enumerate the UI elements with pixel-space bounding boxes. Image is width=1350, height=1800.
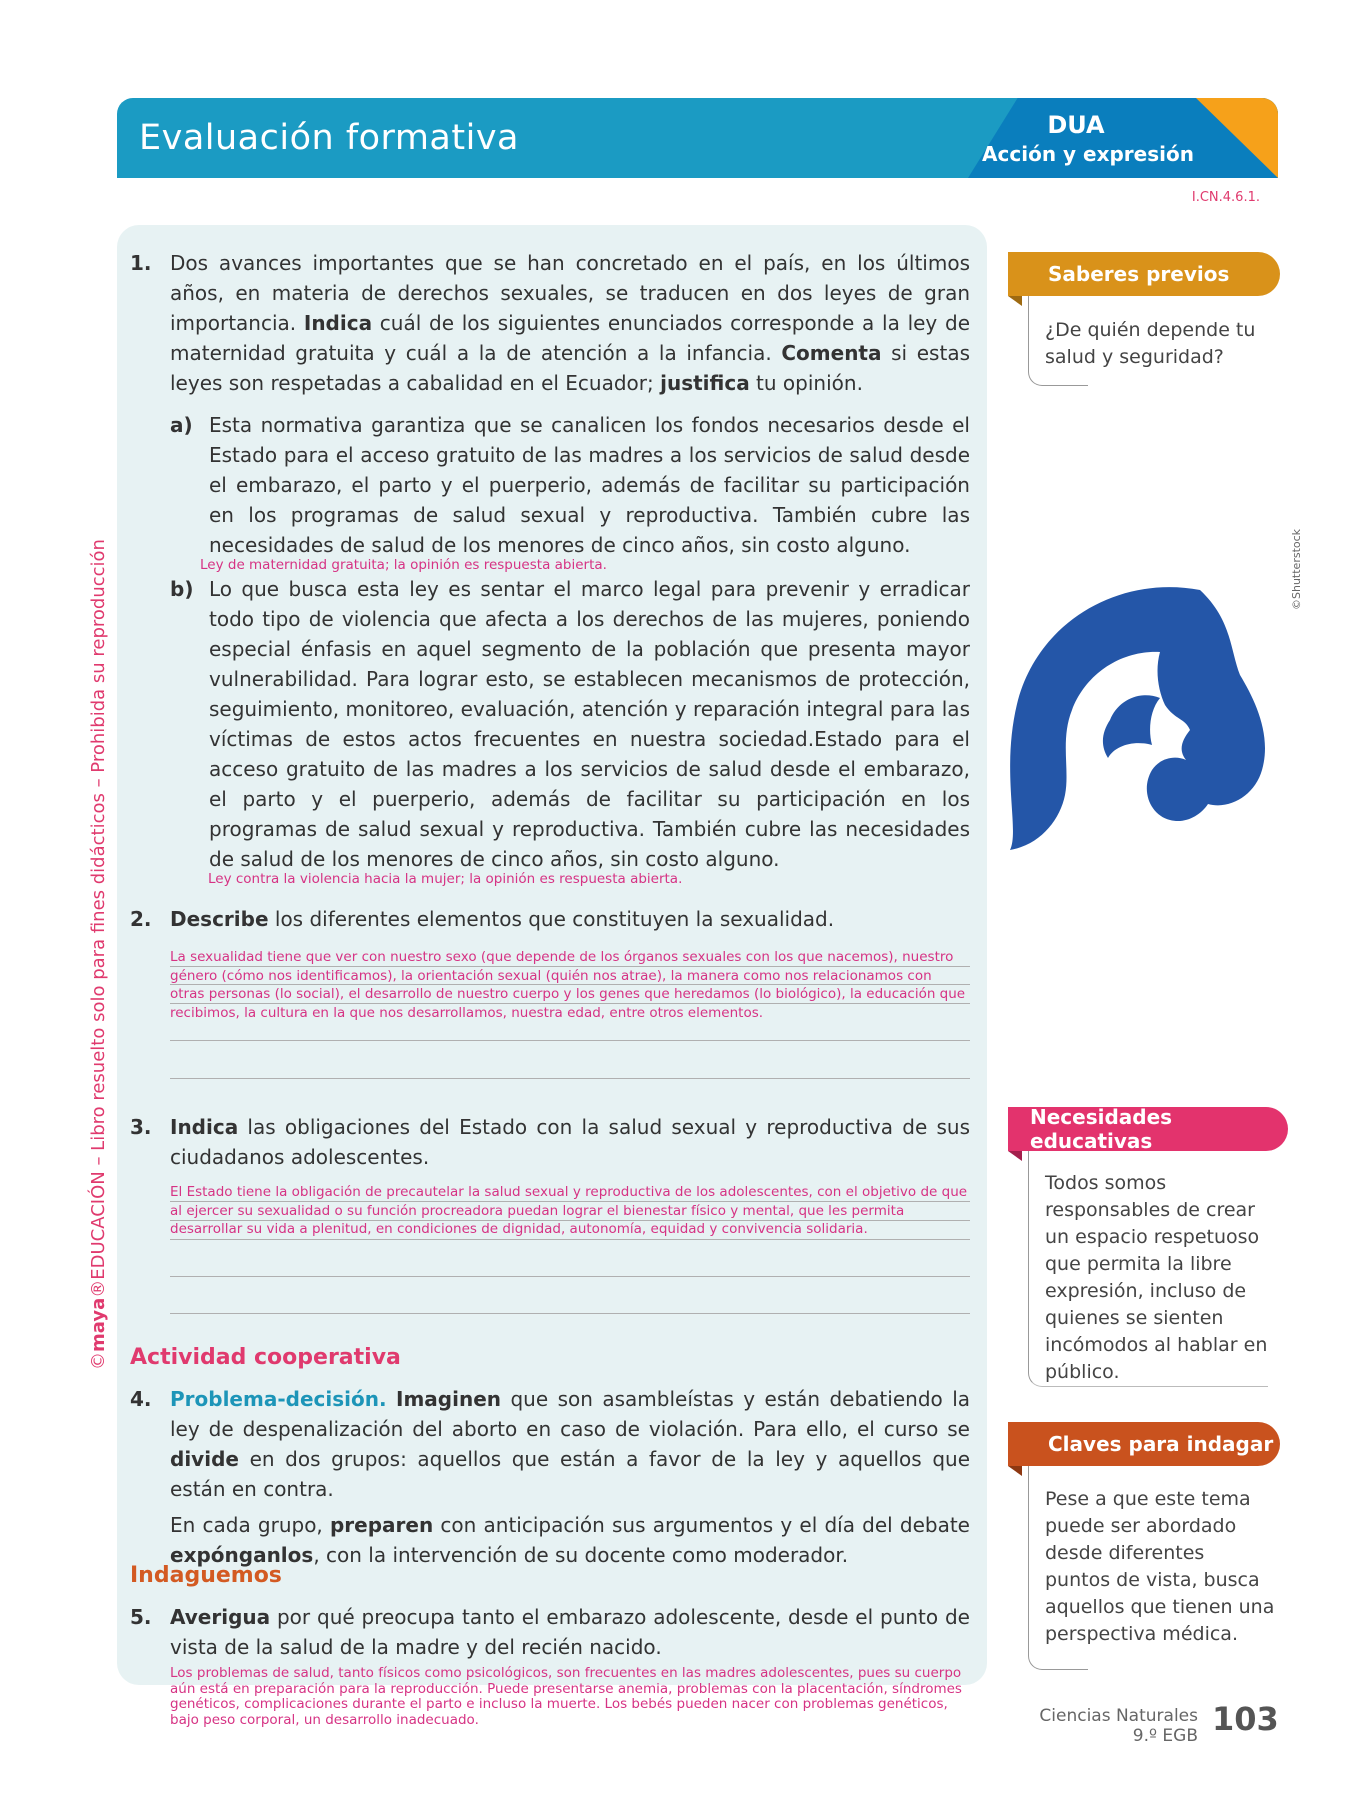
saberes-previos-text: ¿De quién depende tu salud y seguridad?: [1045, 319, 1256, 368]
question-3: [130, 1112, 970, 1172]
answer-line: [170, 1201, 970, 1202]
question-number: 3.: [130, 1115, 152, 1139]
q1-verb-justifica: justifica: [660, 371, 750, 395]
mother-baby-illustration: [1000, 580, 1280, 880]
q3-text: las obligaciones del Estado con la salud sexual y reproductiva de sus ciudadanos adolescentes.: [170, 1115, 970, 1169]
q1-verb-comenta: Comenta: [781, 341, 882, 365]
brand-name: maya: [88, 1297, 109, 1352]
answer-line: [170, 1276, 970, 1277]
answer-line: [170, 1313, 970, 1314]
q4-text-1: que son asambleístas y están debatiendo la ley de despenalización del aborto en caso de violación. Para ello, el curso se: [170, 1387, 970, 1441]
dua-label: DUA: [1047, 111, 1105, 139]
question-4: [130, 1384, 970, 1570]
necesidades-educativas-title: Necesidades educativas: [1030, 1105, 1173, 1153]
section-title-cooperativa: Actividad cooperativa: [130, 1345, 401, 1370]
q3-answer: El Estado tiene la obligación de precautelar la salud sexual y reproductiva de los adolescentes, con el objetivo de que al ejercer su sexualidad o su función procreadora puedan lograr el bienestar físico y mental, que les permita desarrollar su vida a plenitud, en condiciones de dignidad, autonomía, equidad y convivencia solidaria.: [170, 1184, 968, 1237]
question-number: 2.: [130, 907, 152, 931]
question-1b: [170, 574, 970, 874]
answer-line: [170, 966, 970, 967]
q1-text-3: si estas leyes son respetadas a cabalidad en el Ecuador;: [170, 341, 970, 395]
question-number: 4.: [130, 1387, 152, 1411]
sub-letter: b): [170, 577, 194, 601]
image-credit: ©Shutterstock: [1290, 528, 1303, 610]
saberes-previos-tag: [1008, 252, 1280, 296]
q2-text: los diferentes elementos que constituyen la sexualidad.: [268, 907, 835, 931]
question-1: [130, 248, 970, 398]
question-1a: [170, 410, 970, 560]
footer-subject: Ciencias Naturales: [1039, 1706, 1198, 1726]
q4-text-5: , con la intervención de su docente como moderador.: [313, 1543, 849, 1567]
q1-text-4: tu opinión.: [749, 371, 863, 395]
q1-verb-indica: Indica: [303, 311, 373, 335]
answer-line: [170, 1040, 970, 1041]
page-number: 103: [1212, 1700, 1279, 1738]
q1b-text: Lo que busca esta ley es sentar el marco legal para prevenir y erradicar todo tipo de violencia que afecta a los derechos de las mujeres, poniendo especial énfasis en aquel segmento de la población que presenta mayor vulnerabilidad. Para lograr esto, se establecen mecanismos de protección, seguimiento, monitoreo, evaluación, atención y reparación integral para las víctimas de estos actos frecuentes en nuestra sociedad.Estado para el acceso gratuito de las madres a los servicios de salud desde el embarazo, el parto y el puerperio, además de facilitar su participación en los programas de salud sexual y reproductiva. También cubre las necesidades de salud de los menores de cinco años, sin costo alguno.: [209, 577, 970, 871]
tag-fold: [1008, 1466, 1022, 1476]
section-title-indaguemos: Indaguemos: [130, 1563, 282, 1588]
saberes-previos-title: Saberes previos: [1048, 262, 1230, 286]
indicator-code: I.CN.4.6.1.: [1191, 190, 1260, 205]
q4-verb-preparen: preparen: [329, 1513, 434, 1537]
question-5: [130, 1602, 970, 1662]
footer-grade: 9.º EGB: [1132, 1726, 1198, 1746]
answer-line: [170, 984, 970, 985]
q1-intro: Dos avances importantes que se han concretado en el país, en los últimos años, en materia de derechos sexuales, se traducen en dos leyes de gran importancia.: [170, 251, 970, 335]
claves-para-indagar-title: Claves para indagar: [1048, 1432, 1274, 1456]
sub-letter: a): [170, 413, 193, 437]
copyright-vertical: [88, 470, 114, 1370]
necesidades-educativas-tag: [1008, 1107, 1288, 1151]
question-2: [130, 904, 970, 934]
q4-verb-imaginen: Imaginen: [396, 1387, 502, 1411]
question-number: 5.: [130, 1605, 152, 1629]
answer-line: [170, 1003, 970, 1004]
q5-answer: Los problemas de salud, tanto físicos como psicológicos, son frecuentes en las madres adolescentes, pues su cuerpo aún está en preparación para la reproducción. Puede presentarse anemia, problemas con la placentación, síndromes genéticos, complicaciones durante el parto e incluso la muerte. Los bebés pueden nacer con problemas genéticos, bajo peso corporal, un desarrollo inadecuado.: [170, 1665, 962, 1728]
answer-line: [170, 1078, 970, 1079]
page-header: [117, 98, 1278, 178]
q4-text-4: con anticipación sus argumentos y el día del debate: [433, 1513, 970, 1537]
copyright-notice: ®EDUCACIÓN – Libro resuelto solo para fines didácticos – Prohibida su reproducción: [88, 539, 109, 1298]
q5-verb: Averigua: [170, 1605, 271, 1629]
q4-verb-divide: divide: [170, 1447, 239, 1471]
q4-text-3: En cada grupo,: [170, 1513, 330, 1537]
q4-text-2: en dos grupos: aquellos que están a favor de la ley y aquellos que están en contra.: [170, 1447, 970, 1501]
q3-verb: Indica: [170, 1115, 239, 1139]
answer-line: [170, 1239, 970, 1240]
q5-text: por qué preocupa tanto el embarazo adolescente, desde el punto de vista de la salud de la madre y del recién nacido.: [170, 1605, 970, 1659]
q4-verb-exponganlos: expónganlos: [170, 1543, 314, 1567]
dua-subtitle: Acción y expresión: [982, 142, 1194, 166]
q2-verb: Describe: [170, 907, 269, 931]
q1b-answer: Ley contra la violencia hacia la mujer; la opinión es respuesta abierta.: [208, 871, 683, 887]
claves-para-indagar-tag: [1008, 1422, 1280, 1466]
copyright-symbol: ©: [88, 1352, 109, 1370]
q1a-text: Esta normativa garantiza que se canalicen los fondos necesarios desde el Estado para el acceso gratuito de las madres a los servicios de salud desde el embarazo, el parto y el puerperio, además de facilitar su participación en los programas de salud sexual y reproductiva. También cubre las necesidades de salud de los menores de cinco años, sin costo alguno.: [209, 413, 970, 557]
q2-answer: La sexualidad tiene que ver con nuestro sexo (que depende de los órganos sexuales con los que nacemos), nuestro género (cómo nos identificamos), la orientación sexual (quién nos atrae), la manera como nos relacionamos con otras personas (lo social), el desarrollo de nuestro cuerpo y los genes que heredamos (lo biológico), la educación que recibimos, la cultura en la que nos desarrollamos, nuestra edad, entre otros elementos.: [170, 949, 966, 1021]
q4-lead: Problema-decisión.: [170, 1387, 387, 1411]
answer-line: [170, 1220, 970, 1221]
page-title: Evaluación formativa: [139, 118, 519, 158]
tag-fold: [1008, 296, 1022, 306]
necesidades-educativas-text: Todos somos responsables de crear un espacio respetuoso que permita la libre expresión, incluso de quienes se sienten incómodos al hablar en público.: [1045, 1172, 1268, 1383]
q1a-answer: Ley de maternidad gratuita; la opinión es respuesta abierta.: [200, 557, 607, 573]
question-number: 1.: [130, 251, 152, 275]
claves-para-indagar-text: Pese a que este tema puede ser abordado desde diferentes puntos de vista, busca aquellos que tienen una perspectiva médica.: [1045, 1488, 1275, 1645]
q1-text-2: cuál de los siguientes enunciados corresponde a la ley de maternidad gratuita y cuál a la de atención a la infancia.: [170, 311, 970, 365]
tag-fold: [1008, 1151, 1022, 1161]
